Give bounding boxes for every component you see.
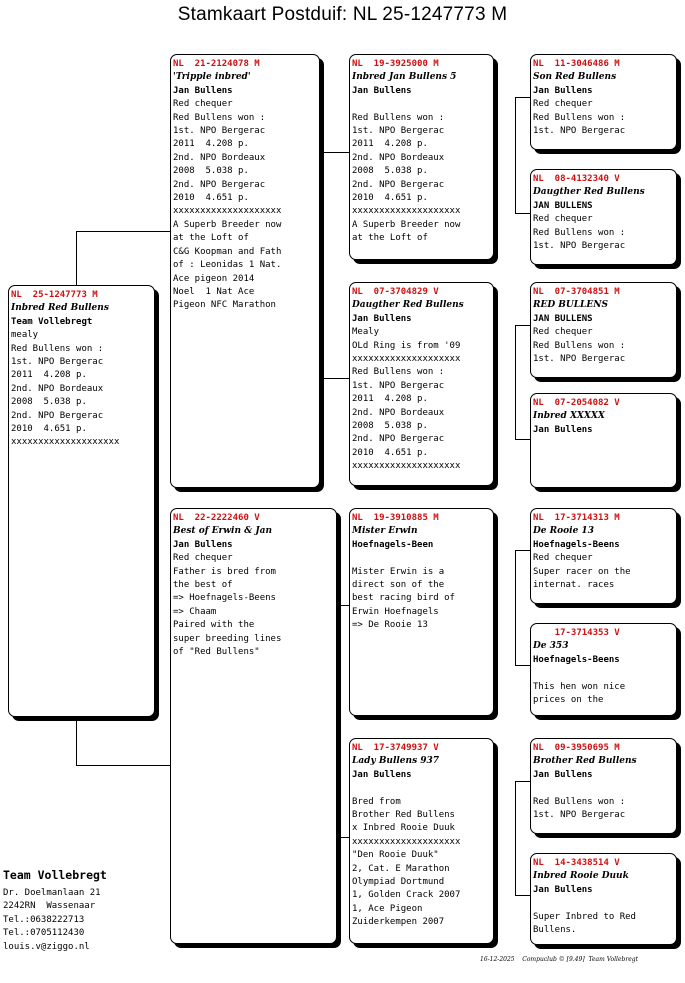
pigeon-card-ggp-6[interactable] (530, 623, 677, 716)
owner-name: Jan Bullens (352, 313, 412, 324)
info-line: xxxxxxxxxxxxxxxxxxxx (352, 206, 461, 217)
info-line: 1st. NPO Bergerac (352, 380, 445, 391)
info-line: Red Bullens won : (173, 112, 266, 123)
owner-name: Hoefnagels-Beens (533, 539, 620, 550)
info-line: 1st. NPO Bergerac (533, 354, 626, 365)
info-line: of "Red Bullens" (173, 647, 260, 658)
info-line: 2008 5.038 p. (173, 166, 249, 177)
info-line: Red Bullens won : (11, 343, 104, 354)
pigeon-card-father[interactable] (170, 54, 320, 488)
info-line: 1st. NPO Bergerac (11, 357, 104, 368)
info-line: internat. races (533, 580, 615, 591)
pigeon-name: Daugther Red Bullens (533, 187, 645, 198)
info-line: Red chequer (173, 99, 233, 110)
info-line: 1, Golden Crack 2007 (352, 890, 461, 901)
info-line: This hen won nice (533, 681, 626, 692)
pigeon-name: Best of Erwin & Jan (173, 526, 273, 537)
ring-number: NL 14-3438514 V (533, 858, 620, 868)
info-line: Red chequer (173, 553, 233, 564)
info-line: Red Bullens won : (533, 112, 626, 123)
info-line: 2008 5.038 p. (352, 421, 428, 432)
pigeon-name: Mister Erwin (352, 526, 418, 537)
info-line: Red chequer (533, 99, 593, 110)
connector-line (515, 781, 516, 895)
info-line: direct son of the (352, 580, 445, 591)
info-line: A Superb Breeder now (173, 219, 282, 230)
connector-line (515, 97, 516, 213)
info-line: best racing bird of (352, 593, 455, 604)
info-line: Bred from (352, 796, 401, 807)
pigeon-card-ggp-1[interactable] (530, 54, 677, 150)
ring-number: NL 21-2124078 M (173, 59, 260, 69)
info-line: 2008 5.038 p. (11, 397, 87, 408)
connector-line (337, 605, 338, 837)
info-line: 1st. NPO Bergerac (533, 810, 626, 821)
pigeon-card-mother[interactable] (170, 508, 337, 944)
info-line: 2nd. NPO Bergerac (173, 179, 266, 190)
pigeon-card-ggp-7[interactable] (530, 738, 677, 834)
connector-line (515, 665, 530, 666)
info-line: x Inbred Rooie Duuk (352, 823, 455, 834)
info-line: 1st. NPO Bergerac (533, 126, 626, 137)
ring-number: NL 09-3950695 M (533, 743, 620, 753)
email-line: louis.v@ziggo.nl (3, 941, 90, 952)
pigeon-card-paternal-grandfather[interactable] (349, 54, 494, 260)
info-line: A Superb Breeder now (352, 219, 461, 230)
pigeon-name: Daugther Red Bullens (352, 300, 464, 311)
info-line: 1st. NPO Bergerac (352, 126, 445, 137)
phone-line: Tel.:0705112430 (3, 928, 85, 939)
info-line: 2nd. NPO Bergerac (11, 410, 104, 421)
connector-line (515, 895, 530, 896)
info-line: 1st. NPO Bergerac (173, 126, 266, 137)
ring-number: NL 25-1247773 M (11, 290, 98, 300)
info-line: Mealy (352, 327, 380, 338)
pigeon-card-ggp-2[interactable] (530, 169, 677, 265)
info-line (352, 98, 490, 111)
info-line: prices on the (533, 695, 604, 706)
connector-line (515, 550, 516, 665)
connector-line (76, 765, 170, 766)
pigeon-card-ggp-5[interactable] (530, 508, 677, 604)
connector-line (76, 231, 77, 287)
info-line: Red chequer (533, 327, 593, 338)
owner-name: JAN BULLENS (533, 313, 593, 324)
pigeon-name: Brother Red Bullens (533, 756, 637, 767)
info-line: 2011 4.208 p. (352, 394, 428, 405)
pigeon-name: Inbred Red Bullens (11, 303, 109, 314)
info-line: Red Bullens won : (533, 340, 626, 351)
info-line: Red Bullens won : (352, 367, 445, 378)
info-line: 2010 4.651 p. (352, 447, 428, 458)
info-line: 2, Cat. E Marathon (352, 863, 450, 874)
pigeon-name: De 353 (533, 641, 569, 652)
info-line: Red chequer (533, 214, 593, 225)
info-line: 2nd. NPO Bordeaux (11, 383, 104, 394)
footer-team-name: Team Vollebregt (3, 868, 107, 882)
info-line: xxxxxxxxxxxxxxxxxxxx (352, 836, 461, 847)
connector-line (320, 378, 350, 379)
pigeon-name: Lady Bullens 937 (352, 756, 440, 767)
info-line: xxxxxxxxxxxxxxxxxxxx (352, 354, 461, 365)
owner-name: JAN BULLENS (533, 200, 593, 211)
connector-line (320, 152, 321, 378)
ring-number: NL 07-3704851 M (533, 287, 620, 297)
info-line: of : Leonidas 1 Nat. (173, 260, 282, 271)
pigeon-name: Inbred Jan Bullens 5 (352, 72, 457, 83)
pigeon-card-ggp-3[interactable] (530, 282, 677, 378)
phone-line: Tel.:0638222713 (3, 914, 85, 925)
info-line: at the Loft of (173, 233, 249, 244)
ring-number: NL 07-3704829 V (352, 287, 439, 297)
info-line: Red chequer (533, 553, 593, 564)
info-line: => De Rooie 13 (352, 620, 428, 631)
info-line: the best of (173, 580, 233, 591)
ring-number: NL 19-3925000 M (352, 59, 439, 69)
ring-number: NL 11-3046486 M (533, 59, 620, 69)
pigeon-card-maternal-grandmother[interactable] (349, 738, 494, 944)
info-line: 2nd. NPO Bordeaux (352, 407, 445, 418)
connector-line (515, 213, 530, 214)
pigeon-card-paternal-grandmother[interactable] (349, 282, 494, 486)
info-line: Bullens. (533, 925, 577, 936)
info-line: 2010 4.651 p. (11, 424, 87, 435)
info-line: Brother Red Bullens (352, 810, 455, 821)
info-line: Super Inbred to Red (533, 911, 636, 922)
owner-name: Jan Bullens (352, 85, 412, 96)
info-line: 1st. NPO Bergerac (533, 241, 626, 252)
connector-line (515, 781, 530, 782)
connector-line (320, 152, 350, 153)
info-line: 2nd. NPO Bergerac (352, 179, 445, 190)
owner-name: Jan Bullens (533, 884, 593, 895)
info-line: 2011 4.208 p. (11, 370, 87, 381)
owner-name: Jan Bullens (173, 539, 233, 550)
info-line: xxxxxxxxxxxxxxxxxxxx (11, 437, 120, 448)
owner-name: Jan Bullens (533, 424, 593, 435)
owner-name: Hoefnagels-Beens (533, 654, 620, 665)
connector-line (515, 550, 530, 551)
owner-name: Jan Bullens (352, 769, 412, 780)
pigeon-name: Inbred XXXXX (533, 411, 605, 422)
info-line: Red Bullens won : (533, 227, 626, 238)
info-line: Father is bred from (173, 566, 276, 577)
info-line (533, 897, 673, 910)
info-line: 2nd. NPO Bergerac (352, 434, 445, 445)
info-line: 2nd. NPO Bordeaux (173, 152, 266, 163)
info-line: Super racer on the (533, 566, 631, 577)
page-title: Stamkaart Postduif: NL 25-1247773 M (177, 4, 508, 25)
info-line: => Hoefnagels-Beens (173, 593, 276, 604)
owner-name: Hoefnagels-Been (352, 539, 434, 550)
info-line: 2011 4.208 p. (352, 139, 428, 150)
info-line: Red Bullens won : (533, 796, 626, 807)
pigeon-card-ggp-8[interactable] (530, 853, 677, 945)
ring-number: NL 08-4132340 V (533, 174, 620, 184)
info-line: xxxxxxxxxxxxxxxxxxxx (352, 461, 461, 472)
info-line: C&G Koopman and Fath (173, 246, 282, 257)
connector-line (515, 439, 530, 440)
info-line: xxxxxxxxxxxxxxxxxxxx (173, 206, 282, 217)
pigeon-name: De Rooie 13 (533, 526, 594, 537)
address-line: Dr. Doelmanlaan 21 (3, 888, 101, 898)
footer-meta: 16-12-2025 Compuclub © [9.49] Team Vollebregt (480, 956, 639, 963)
info-line: Paired with the (173, 620, 255, 631)
pigeon-name: Inbred Rooie Duuk (533, 871, 629, 882)
connector-line (515, 325, 516, 439)
info-line: Pigeon NFC Marathon (173, 300, 276, 311)
info-line: Zuiderkempen 2007 (352, 917, 445, 928)
info-line: mealy (11, 330, 39, 341)
info-line: Olympiad Dortmund (352, 877, 445, 888)
connector-line (76, 231, 170, 232)
ring-number: NL 17-3714313 M (533, 513, 620, 523)
info-line: Noel 1 Nat Ace (173, 286, 255, 297)
info-line: 1, Ace Pigeon (352, 903, 423, 914)
info-line: super breeding lines (173, 633, 282, 644)
footer-address (3, 887, 101, 954)
ring-number: NL 22-2222460 V (173, 513, 260, 523)
pigeon-name: Son Red Bullens (533, 72, 617, 83)
info-line: 2nd. NPO Bordeaux (352, 152, 445, 163)
info-line: "Den Rooie Duuk" (352, 850, 439, 861)
info-line: Mister Erwin is a (352, 566, 445, 577)
info-line: 2008 5.038 p. (352, 166, 428, 177)
info-line: 2010 4.651 p. (352, 193, 428, 204)
pigeon-card-ggp-4[interactable] (530, 393, 677, 488)
pigeon-card-subject[interactable] (8, 285, 155, 717)
owner-name: Jan Bullens (533, 769, 593, 780)
info-line: OLd Ring is from '09 (352, 340, 461, 351)
owner-name: Team Vollebregt (11, 316, 93, 327)
ring-number: NL 17-3749937 V (352, 743, 439, 753)
info-line: => Chaam (173, 606, 217, 617)
info-line: Ace pigeon 2014 (173, 273, 255, 284)
connector-line (515, 97, 530, 98)
pigeon-name: RED BULLENS (533, 300, 608, 311)
info-line (533, 782, 673, 795)
ring-number: 17-3714353 V (533, 628, 620, 638)
info-line (533, 667, 673, 680)
info-line: 2010 4.651 p. (173, 193, 249, 204)
connector-line (515, 325, 530, 326)
owner-name: Jan Bullens (533, 85, 593, 96)
ring-number: NL 19-3910885 M (352, 513, 439, 523)
info-line: Erwin Hoefnagels (352, 606, 439, 617)
address-line: 2242RN Wassenaar (3, 901, 96, 912)
connector-line (76, 718, 77, 765)
pigeon-card-maternal-grandfather[interactable] (349, 508, 494, 716)
info-line: 2011 4.208 p. (173, 139, 249, 150)
pigeon-name: 'Tripple inbred' (173, 72, 251, 83)
ring-number: NL 07-2054082 V (533, 398, 620, 408)
info-line (352, 552, 490, 565)
info-line (352, 782, 490, 795)
owner-name: Jan Bullens (173, 85, 233, 96)
info-line: Red Bullens won : (352, 112, 445, 123)
info-line: at the Loft of (352, 233, 428, 244)
